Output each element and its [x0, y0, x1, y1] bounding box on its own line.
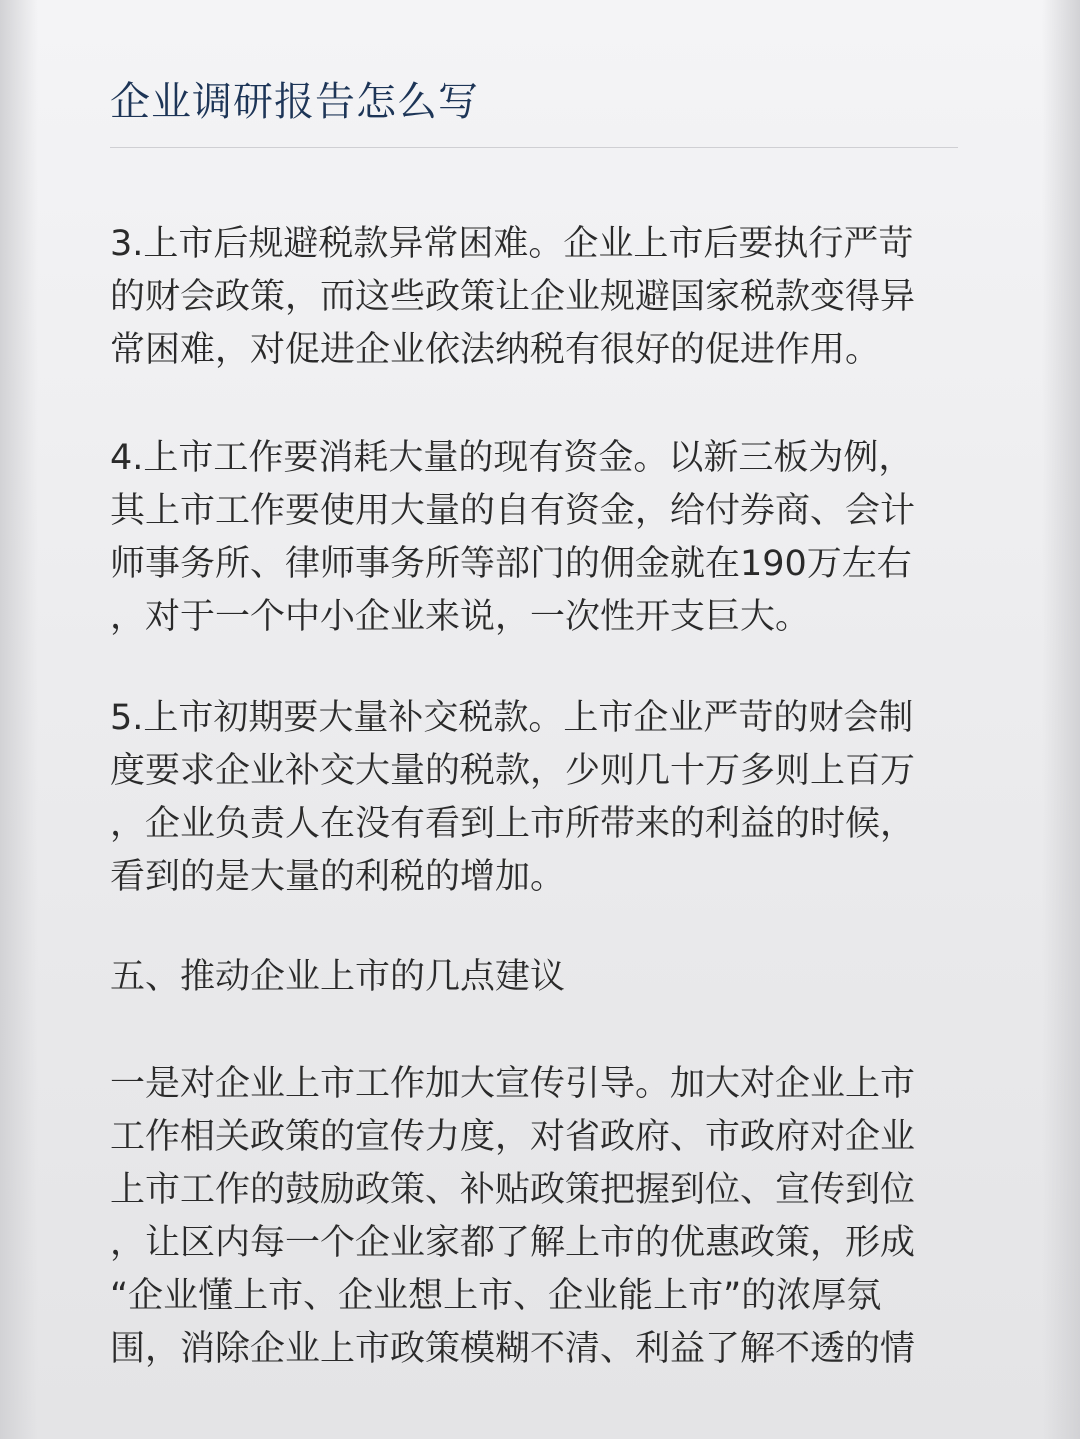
paragraph-line: 看到的是大量的利税的增加。 [110, 857, 566, 897]
section-heading-text: 五、推动企业上市的几点建议 [110, 957, 566, 997]
paragraph-line: 一是对企业上市工作加大宣传引导。加大对企业上市 [110, 1064, 916, 1104]
paragraph-line: 工作相关政策的宣传力度，对省政府、市政府对企业 [110, 1117, 916, 1157]
paragraph-listing-costs [110, 432, 915, 644]
paragraph-line: 常困难，对促进企业依法纳税有很好的促进作用。 [110, 330, 881, 370]
paragraph-line: 4.上市工作要消耗大量的现有资金。以新三板为例， [110, 438, 914, 478]
section-heading [110, 951, 565, 1004]
paragraph-line: 师事务所、律师事务所等部门的佣金就在190万左右 [110, 544, 912, 584]
paragraph-back-taxes [110, 692, 915, 904]
paragraph-line: 其上市工作要使用大量的自有资金，给付券商、会计 [110, 491, 916, 531]
paragraph-line: ，企业负责人在没有看到上市所带来的利益的时候， [110, 804, 916, 844]
paragraph-line: 3.上市后规避税款异常困难。企业上市后要执行严苛 [110, 224, 914, 264]
paragraph-line: ，让区内每一个企业家都了解上市的优惠政策，形成 [110, 1223, 916, 1263]
paragraph-line: 度要求企业补交大量的税款，少则几十万多则上百万 [110, 751, 916, 791]
paragraph-line: ，对于一个中小企业来说，一次性开支巨大。 [110, 597, 811, 637]
page-title: 企业调研报告怎么写 [110, 79, 479, 125]
paragraph-line: “企业懂上市、企业想上市、企业能上市”的浓厚氛 [110, 1276, 882, 1316]
title-divider [110, 147, 958, 148]
paragraph-line: 围，消除企业上市政策模糊不清、利益了解不透的情 [110, 1329, 916, 1369]
paragraph-line: 5.上市初期要大量补交税款。上市企业严苛的财会制 [110, 698, 914, 738]
paragraph-line: 上市工作的鼓励政策、补贴政策把握到位、宣传到位 [110, 1170, 916, 1210]
paragraph-promotion [110, 1058, 915, 1376]
paragraph-line: 的财会政策，而这些政策让企业规避国家税款变得异 [110, 277, 916, 317]
paragraph-tax-avoidance [110, 218, 915, 377]
